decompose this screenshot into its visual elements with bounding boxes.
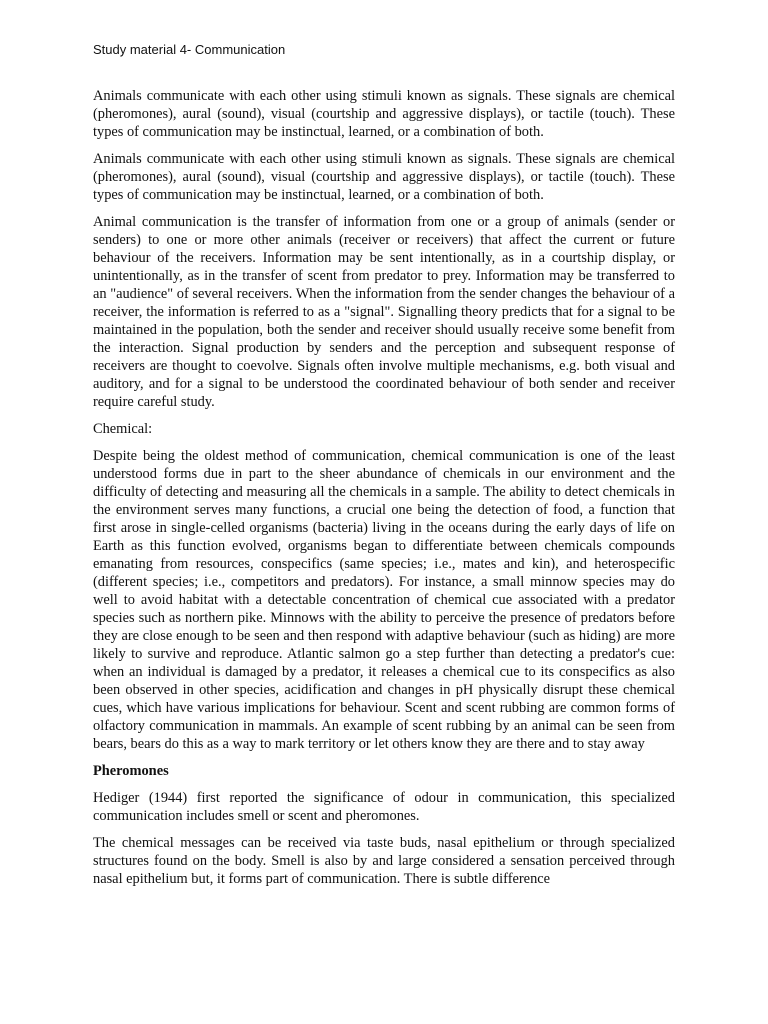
page-header: Study material 4- Communication	[93, 42, 286, 57]
paragraph-chemical-messages: The chemical messages can be received via taste buds, nasal epithelium or through specialized structures found on the body. Smell is also by and large considered a sensation perceived through nasal epithelium but, it forms part of communication. There is subtle difference	[93, 835, 675, 887]
paragraph-intro: Animals communicate with each other using stimuli known as signals. These signals are chemical (pheromones), aural (sound), visual (courtship and aggressive displays), or tactile (touch). These types of communication may be instinctual, learned, or a combination of both.	[93, 88, 675, 140]
document-body	[93, 87, 675, 897]
section-heading-chemical: Chemical:	[93, 421, 153, 437]
paragraph-intro-repeat: Animals communicate with each other using stimuli known as signals. These signals are chemical (pheromones), aural (sound), visual (courtship and aggressive displays), or tactile (touch). These types of communication may be instinctual, learned, or a combination of both.	[93, 151, 675, 203]
paragraph-hediger: Hediger (1944) first reported the significance of odour in communication, this specialized communication includes smell or scent and pheromones.	[93, 790, 675, 824]
section-heading-pheromones: Pheromones	[93, 763, 169, 779]
paragraph-chemical: Despite being the oldest method of communication, chemical communication is one of the least understood forms due in part to the sheer abundance of chemicals in our environment and the difficulty of detecting and measuring all the chemicals in a sample. The ability to detect chemicals in the environment serves many functions, a crucial one being the detection of food, a function that first arose in single-celled organisms (bacteria) living in the oceans during the early days of life on Earth as this function evolved, organisms began to differentiate between chemicals compounds emanating from resources, conspecifics (same species; i.e., mates and kin), and heterospecific (different species; i.e., competitors and predators). For instance, a small minnow species may do well to avoid habitat with a detectable concentration of chemical cue associated with a predator species such as northern pike. Minnows with the ability to perceive the presence of predators before they are close enough to be seen and then respond with adaptive behaviour (such as hiding) are more likely to survive and reproduce. Atlantic salmon go a step further than detecting a predator's cue: when an individual is damaged by a predator, it releases a chemical cue to its conspecifics as also been observed in other species, acidification and changes in pH physically disrupt these chemical cues, which have various implications for behaviour. Scent and scent rubbing are common forms of olfactory communication in mammals. An example of scent rubbing by an animal can be seen from bears, bears do this as a way to mark territory or let others know they are there and to stay away	[93, 448, 675, 752]
paragraph-animal-communication: Animal communication is the transfer of information from one or a group of animals (sender or senders) to one or more other animals (receiver or receivers) that affect the current or future behaviour of the receivers. Information may be sent intentionally, as in a courtship display, or unintentionally, as in the transfer of scent from predator to prey. Information may be transferred to an "audience" of several receivers. When the information from the sender changes the behaviour of a receiver, the information is referred to as a "signal". Signalling theory predicts that for a signal to be maintained in the population, both the sender and receiver should usually receive some benefit from the interaction. Signal production by senders and the perception and subsequent response of receivers are thought to coevolve. Signals often involve multiple mechanisms, e.g. both visual and auditory, and for a signal to be understood the coordinated behaviour of both sender and receiver require careful study.	[93, 214, 675, 410]
